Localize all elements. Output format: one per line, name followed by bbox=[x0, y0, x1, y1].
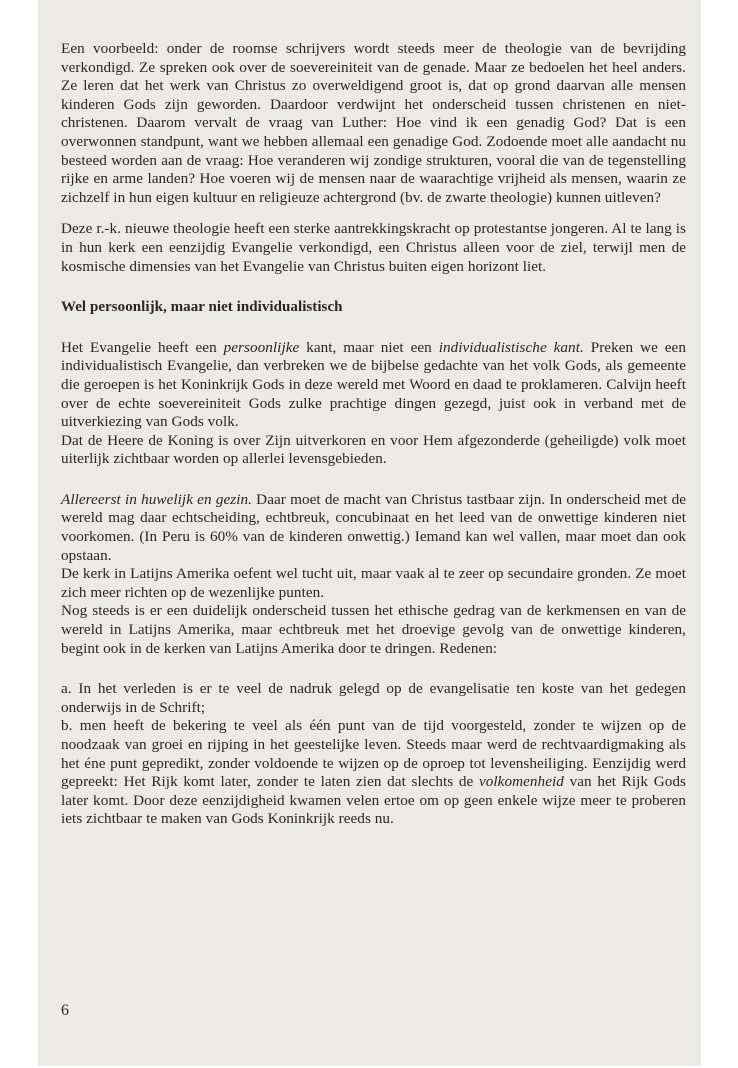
emphasis-individualistische: individualistische kant. bbox=[438, 338, 584, 356]
paragraph-onderscheid: Nog steeds is er een duidelijk onderscheid tussen het ethische gedrag van de kerkmensen en van de wereld in Latijns Amerika, maar echtbreuk met het droevige gevolg van de onwettige kinderen, begint ook in de kerken van Latijns Amerika door te dringen. Redenen: bbox=[61, 602, 686, 657]
paragraph-aantrekkingskracht: Deze r.-k. nieuwe theologie heeft een sterke aantrekkingskracht op protestantse jongeren. Al te lang is in hun kerk een eenzijdig Evangelie verkondigd, een Christus alleen voor de ziel, terwijl men de kosmische dimensies van het Evangelie van Christus buiten eigen horizont liet. bbox=[61, 220, 686, 275]
list-item-b bbox=[61, 717, 686, 829]
paragraph-huwelijk bbox=[61, 491, 686, 565]
text-run: van het Rijk Gods later komt. Door deze eenzijdigheid kwamen velen ertoe om op geen enkele wijze meer te proberen iets zichtbaar te maken van Gods Koninkrijk reeds nu. bbox=[61, 773, 686, 828]
text-run: b. men heeft de bekering te veel als één punt van de tijd voorgesteld, zonder te wijzen op de noodzaak van groei en rijping in het geestelijke leven. Steeds maar werd de rechtvaardigmaking als het éne punt gepredikt, zonder voldoende te wijzen op de oproep tot levensheiliging. Eenzijdig werd gepreekt: Het Rijk komt later, zonder te laten zien dat slechts de bbox=[61, 717, 686, 791]
emphasis-persoonlijke: persoonlijke bbox=[223, 338, 300, 356]
paragraph-persoonlijk bbox=[61, 339, 686, 432]
paragraph-tucht: De kerk in Latijns Amerika oefent wel tucht uit, maar vaak al te zeer op secundaire gronden. Ze moet zich meer richten op de wezenlijke punten. bbox=[61, 565, 686, 601]
paragraph-koning: Dat de Heere de Koning is over Zijn uitverkoren en voor Hem afgezonderde (geheiligde) volk moet uiterlijk zichtbaar worden op allerlei levensgebieden. bbox=[61, 431, 686, 468]
paragraph-bevrijdingstheologie: Een voorbeeld: onder de roomse schrijvers wordt steeds meer de theologie van de bevrijding verkondigd. Ze spreken ook over de soevereiniteit van de genade. Maar ze bedoelen het heel anders. Ze leren dat het werk van Christus zo overweldigend groot is, dat op grond daarvan alle mensen kinderen Gods zijn geworden. Daardoor verdwijnt het onderscheid tussen christenen en niet-christenen. Daarom vervalt de vraag van Luther: Hoe vind ik een genadig God? Dat is een overwonnen standpunt, want we hebben allemaal een genadige God. Zodoende moet alle aandacht nu besteed worden aan de vraag: Hoe veranderen wij zondige strukturen, vooral die van de tegenstelling rijke en arme landen? Hoe voeren wij de mensen naar de waarachtige vrijheid als mensen, waarin ze zichzelf in hun eigen kultuur en religieuze achtergrond (bv. de zwarte theologie) kunnen uitleven? bbox=[61, 40, 686, 206]
body-text bbox=[61, 40, 686, 829]
page-number: 6 bbox=[61, 1002, 69, 1019]
text-run: kant, maar niet een bbox=[299, 338, 439, 356]
text-run: Preken we een individualistisch Evangelie, dan verbreken we de bijbelse gedachte van het volk Gods, als gemeente die geroepen is het Koninkrijk Gods in deze wereld met Woord en daad te proklameren. Calvijn heeft over de echte soevereiniteit Gods zulke prachtige dingen gezegd, juist ook in verband met de uitverkiezing van Gods volk. bbox=[61, 338, 686, 431]
list-item-a: a. In het verleden is er te veel de nadruk gelegd op de evangelisatie ten koste van het gedegen onderwijs in de Schrift; bbox=[61, 680, 686, 716]
text-run: Het Evangelie heeft een bbox=[61, 338, 224, 356]
section-heading: Wel persoonlijk, maar niet individualistisch bbox=[61, 299, 343, 316]
text-run: Daar moet de macht van Christus tastbaar zijn. In onderscheid met de wereld mag daar echtscheiding, echtbreuk, concubinaat en het leed van de onwettige kinderen niet voorkomen. (In Peru is 60% van de kinderen onwettig.) Iemand kan wel vallen, maar moet dan ook opstaan. bbox=[61, 490, 687, 564]
book-page bbox=[38, 0, 701, 1066]
emphasis-volkomenheid: volkomenheid bbox=[478, 773, 564, 791]
emphasis-huwelijk: Allereerst in huwelijk en gezin. bbox=[61, 490, 252, 508]
